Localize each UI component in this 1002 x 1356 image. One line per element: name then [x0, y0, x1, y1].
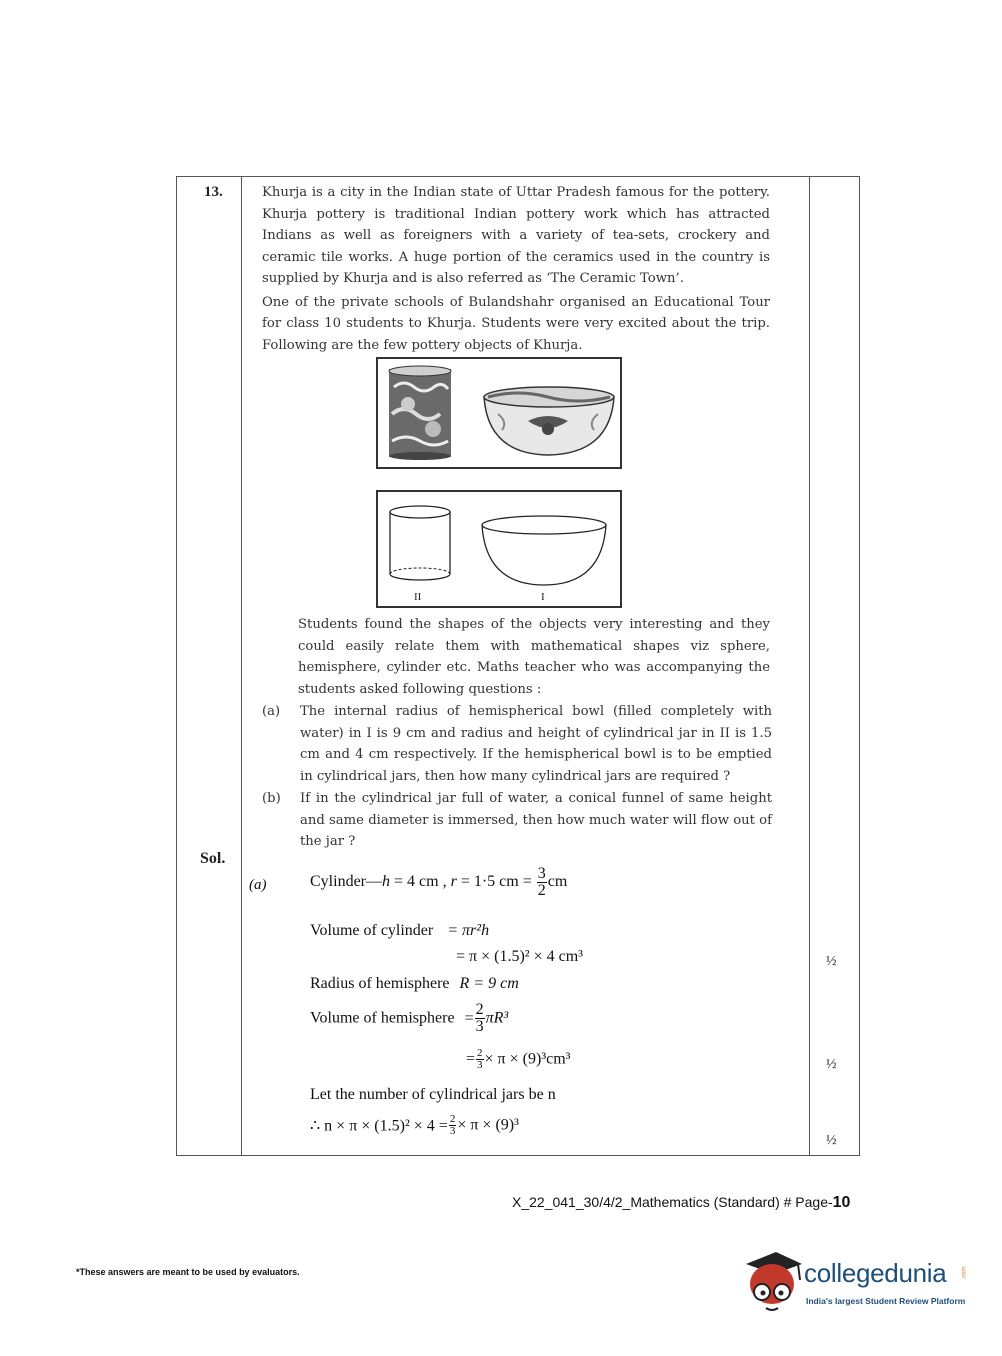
after-figure-text: Students found the shapes of the objects very interesting and they could easily relate them with mathematical shapes viz sphere, hemisphere, cylinder etc. Maths teacher who was accompanying the students asked following questions :	[298, 617, 770, 697]
mark-1: ½	[826, 954, 837, 969]
mark-2: ½	[826, 1057, 837, 1072]
part-a-label: (a)	[262, 704, 281, 719]
shapes-diagram-svg	[378, 492, 620, 606]
intro-paragraph-1: Khurja is a city in the Indian state of Uttar Pradesh famous for the pottery. Khurja pottery is traditional Indian pottery work which has attracted Indians as well as foreigners with a variety of tea-sets, crockery and ceramic tile works. A huge portion of the ceramics used in the country is supplied by Khurja and is also referred as ‘The Ceramic Town’.	[262, 185, 770, 286]
volume-hemisphere-line: Volume of hemisphere = $\frac{2}{3}$ πR³	[310, 1001, 509, 1035]
cylinder-shape	[390, 506, 450, 580]
question-intro	[262, 182, 770, 356]
intro-paragraph-2: One of the private schools of Bulandshahr organised an Educational Tour for class 10 students to Khurja. Students were very excited about the trip. Following are the few pottery objects of Khurja.	[262, 294, 770, 353]
column-divider	[809, 177, 810, 1155]
brand-tagline: India's largest Student Review Platform	[806, 1296, 966, 1306]
mark-3: ½	[826, 1133, 837, 1148]
fraction-3-2: $\frac{3}{2}$	[537, 865, 546, 899]
footer-code: X_22_041_30/4/2_Mathematics (Standard) # Page-	[512, 1194, 833, 1210]
radius-value: R = 9 cm	[459, 975, 519, 992]
page-footer	[512, 1194, 850, 1212]
collegedunia-logo	[742, 1248, 972, 1318]
shapes-diagram	[376, 490, 622, 608]
var-h: h	[382, 873, 390, 891]
brand-name: collegedunia	[804, 1258, 947, 1288]
final-equation: ∴ n × π × (1.5)² × 4 = $\frac{2}{3}$ × π × (9)³	[310, 1113, 519, 1137]
pottery-photo	[376, 357, 622, 469]
question-part-b	[262, 788, 772, 854]
question-part-a	[262, 701, 772, 787]
solution-label: Sol.	[200, 850, 226, 867]
radius-hemisphere-line: Radius of hemisphere R = 9 cm	[310, 975, 519, 992]
part-b-label: (b)	[262, 791, 281, 806]
fraction-2-3-final: $\frac{2}{3}$	[449, 1113, 456, 1137]
volume-hemisphere-calc: = $\frac{2}{3}$ × π × (9)³cm³	[466, 1047, 571, 1071]
let-statement: Let the number of cylindrical jars be n	[310, 1086, 556, 1103]
solution-part-label: (a)	[249, 877, 267, 893]
volume-cylinder-formula: = πr²h	[447, 922, 490, 939]
question-number: 13.	[204, 184, 223, 200]
volume-cylinder-calc: = π × (1.5)² × 4 cm³	[456, 948, 583, 965]
mascot-icon	[742, 1248, 804, 1318]
pottery-photo-image	[378, 359, 620, 467]
hemisphere-shape	[482, 516, 606, 585]
cyl-mid: = 4 cm ,	[390, 873, 451, 891]
column-divider	[241, 177, 242, 1155]
brand-com: .com	[961, 1266, 968, 1280]
part-b-text: If in the cylindrical jar full of water, a conical funnel of same height and same diameter is immersed, then how much water will flow out of the jar ?	[300, 791, 772, 849]
cylinder-dimensions	[310, 866, 567, 899]
label-II: II	[414, 591, 422, 603]
fraction-2-3-small: $\frac{2}{3}$	[477, 1047, 483, 1071]
fraction-2-3: $\frac{2}{3}$	[475, 1001, 484, 1035]
evaluator-note: *These answers are meant to be used by evaluators.	[76, 1267, 300, 1277]
var-r: r	[450, 873, 457, 891]
unit-cm: cm	[547, 873, 568, 891]
page-number: 10	[832, 1194, 851, 1211]
cyl-post: = 1·5 cm =	[456, 873, 536, 891]
cyl-prefix: Cylinder—	[310, 873, 382, 891]
volume-cylinder-line: Volume of cylinder = πr²h	[310, 922, 490, 939]
label-I: I	[541, 591, 545, 603]
part-a-text: The internal radius of hemispherical bowl (filled completely with water) in I is 9 cm and radius and height of cylindrical jar in II is 1.5 cm and 4 cm respectively. If the hemispherical bowl is to be emptied in cylindrical jars, then how many cylindrical jars are required ?	[300, 704, 772, 784]
